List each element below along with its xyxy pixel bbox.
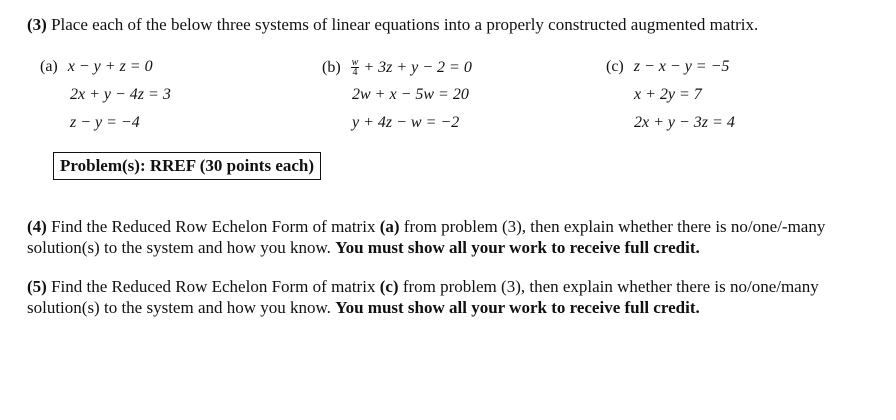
system-c-eq1: z − x − y = −5 bbox=[633, 58, 730, 75]
system-a-eq1: x − y + z = 0 bbox=[67, 58, 153, 75]
system-c-eq3: 2x + y − 3z = 4 bbox=[634, 114, 735, 131]
system-b-eq2: 2w + x − 5w = 20 bbox=[352, 86, 469, 103]
system-b-label: (b) bbox=[322, 59, 341, 76]
system-a-label: (a) bbox=[40, 58, 58, 75]
system-c-label: (c) bbox=[606, 58, 624, 75]
problem-5-ref: (c) bbox=[379, 277, 399, 296]
problem-5-number: (5) bbox=[27, 277, 47, 296]
system-c-eq1-line bbox=[606, 58, 729, 76]
problem-3-number: (3) bbox=[27, 15, 47, 34]
system-b-fraction-numerator: w bbox=[351, 57, 359, 68]
system-b-fraction bbox=[351, 58, 360, 77]
problem-5 bbox=[27, 276, 873, 318]
problem-3-text: Place each of the below three systems of linear equations into a properly constructed augmented matrix. bbox=[51, 15, 759, 34]
system-b-eq1-line bbox=[322, 58, 472, 77]
problem-5-bold: You must show all your work to receive full credit. bbox=[335, 298, 700, 317]
system-a-eq3: z − y = −4 bbox=[70, 114, 140, 131]
problem-4-bold: You must show all your work to receive full credit. bbox=[335, 238, 700, 257]
system-b-eq1-rest: + 3z + y − 2 = 0 bbox=[363, 59, 472, 76]
problem-4-number: (4) bbox=[27, 217, 47, 236]
problem-4-text2: from problem (3), then explain whether there is no/one/-many solution(s) to the system and how you know. bbox=[27, 217, 826, 257]
system-a-eq1-line bbox=[40, 58, 153, 76]
system-a-eq2: 2x + y − 4z = 3 bbox=[70, 86, 171, 103]
problem-4 bbox=[27, 216, 873, 258]
problem-4-ref: (a) bbox=[379, 217, 400, 236]
problem-3-heading bbox=[27, 15, 758, 35]
system-b-eq3: y + 4z − w = −2 bbox=[352, 114, 460, 131]
problem-5-text1: Find the Reduced Row Echelon Form of matrix bbox=[51, 277, 376, 296]
system-b-fraction-denominator: 4 bbox=[352, 67, 358, 78]
system-c-eq2: x + 2y = 7 bbox=[634, 86, 702, 103]
problem-4-text1: Find the Reduced Row Echelon Form of matrix bbox=[51, 217, 376, 236]
problem-5-text2: from problem (3), then explain whether there is no/one/many solution(s) to the system and how you know. bbox=[27, 277, 819, 317]
problem-box-label: Problem(s): RREF (30 points each) bbox=[53, 152, 321, 180]
